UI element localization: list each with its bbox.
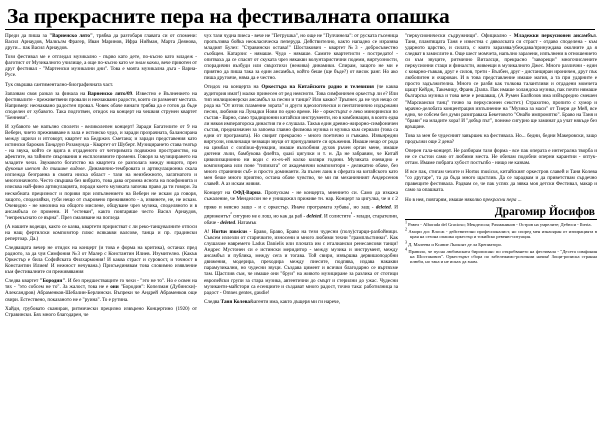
article-column-right — [405, 33, 597, 267]
article-paragraph: "перкусионически съдружници". Официално - Младежки перкусионен ансамбъл. Таня, пламтящата Таня е известна с дяволската си страст - отдаво споделена - към ударното царство, и силата, с която заразява/убеждава/принуждава околните да я следват в замислите в. Още шест момчета, напълно заразени, изпълнени в отношението си към звуците, ритмично Виталсци, прекрасно "заворещи" многочислените перкусионни стаци и финалсти, живеещи в музикалното Джес. Много различни - един с коварно-гъвкав, друг е силов, трети - Вълбен, друг - дистанциран ироничен, друг пък любопитен и очарован. И в това представление имаше магия, а та при ударните е просто задължителна. Много се разбя как толкова талантливи и отдадени момчета щащт Кейдж, Такемицу, Франк Дзапа. Пак имаше холандска музика, пак почти нямаше българска музика и това вече е решаващ. (А Румен Балйозов има изВърредно смешен "Марсиански танц" точно за перкусионен секстет.) Страхотно, пропито с хумор и мрачно-делобата концентрация изпълнение на "Музика за маси" от Тиери де Мей, все едно, че собсем без думи разиграваха Бекетовото "Онайо импромптю". Браво на Таня и "брави" на младите хора! И "добър път", понеже сигурно ще заминат да учат някъде без връщане. — [405, 33, 597, 130]
footnote-number: 4 — [405, 246, 409, 252]
footnote-ref: ³ — [350, 211, 353, 217]
footnote — [405, 239, 597, 247]
article-paragraph: Преди да пиша за "Варненско лято", трябва да разтобаря главата си от спомени: Васил Арнаудов, Малкълм Фрагер, Иван Маринов, Ифра Нийман, Марта Деянова, други... пак Васил Арнаудов. — [5, 33, 197, 52]
footnote-text: Д. Малеева и Ксавие Льоконт дe ла Брепиаторо. — [408, 241, 503, 247]
article-paragraph: Тук свършва сантиментално-биографичната част. — [5, 81, 114, 88]
footnotes-divider — [405, 219, 597, 220]
footnote-ref: ² — [230, 211, 232, 217]
footnote-text: Равел - Alborada del Gracioso; Менделсон; Рахманинов - Остров на умрелите; Дебюси - Iberia. — [408, 221, 592, 227]
article-paragraph: Следващата вечер не отидох на концерт (и това е форма на критика), останах пред радиото, за да чуя Симфония №3 от Малер с Константин Илиев. Изумително. (Какъв Оркестър е била Софийската Филхармония! И каква страст и суровост, и точност в Константин Илиев! И нежност нечувана.) Присъединявам това словимно изявление към фестивалните си преживявания — [5, 245, 197, 276]
article-columns — [5, 33, 595, 321]
page-title: За прекрасните пера на фестивалната опашка — [7, 4, 450, 28]
footnote-ref: ¹ — [348, 202, 350, 208]
article-paragraph: (А нашите водещи, както се казва, квартети приристват с ли реко-танцувалните отпоси на нащ фертилски композитор плюс всякакви валсове, танца и пр. градински репертоар. Да.) — [5, 223, 197, 242]
deleted-marker: deleted — [375, 205, 391, 212]
footnote-number: 2 — [405, 226, 409, 232]
article-paragraph: Отидох на концерта на Оркестъра на Китайското радио и телевизия (че каква аудитория имат!) малко принесен от ред неясноти. Това симфоничен оркестър ли е? Или тип милиционерски ансамбъл за песни и танци? Или какво? Тръпнех да не чуя нещо от рода на "От изток пламенне зората" и други идеологически и пентатонично издържани песни, любими на Лунадки Нови по едно време. Не - оркестърът е леко минорински по състав - Варно, само традиционни китайски инструменти, но в комбинации, в които едва ли някоя императорска династия ги е слушала. Такъв един древно-жирорно-симфоничен състав, предназначен за запоева главно филмова музика и музика към сериали (това са едни от програмата). Но свирят прекрасно - много поетично и гъвкаво. Извънредни виртуози, извличащи чезващи звуци от причудливите си оръжения. Имаше нещо от рода на цимбал с continuo-функции, имаше възхобния духов ръчен орган мене, имаше дютени лъчи, бамбукова флейта, quasi цигулки и т. н. Да не забравим, че Китай цивилизационно ни води с ех-ех-ей колко килври години. Музиката очевидно е композирана или поне "типизата" от академични композитори - деликатно обаче, без много странични съб- и просто доминанти. За пълен лаик в сферата на китайското като мен беше много приятно, остана обаче чувство, че ми пя механичният Андерсенов славей. А аз искам живия. — [204, 84, 399, 188]
article-paragraph: Хайдн, грубовато сканиран, ритмически прецизно извърено Концертино (1920) от Стравински. Бях много благодарен, че — [5, 305, 197, 318]
deleted-marker: deleted — [220, 219, 236, 226]
article-paragraph: И все пак, стигам чехите и Hortus musicus, китайският оркестров славей и Таня Колева "со другаре", та да бъда много щастлив. Да се зарадвам и да приветствам сърдечно правещите фестивала. Радвам се, че пак успях да зявка моя детски Фестивал, макар и само за опашката. — [405, 169, 597, 194]
article-paragraph: чух тази чудна пиеса - вече не "Петрушка", но още не "Пулчинела": от руската гъсеница пропълзява бойка неокласическа пеперуда. Действително, както нападно се изразява младият Булез: "Стравински остава!" Шостакович - квартет №3 - добросъвестно съобщен. Катарзис - нямаше. Чудо - нямаше. Самите квартетисти - постредато! - опитваха да се спасят от скуката чрез някакви волунтаристични подеми, виртуозности, спорадични възбуди или свърхтихи (нежива) динамики. Спирам, защото не ми е приятно да пиша така за един ансамбъл, който беше (ще бъде?) от висок ранг. Но ако пиша другояче, няма да е честно. — [204, 33, 398, 82]
article-paragraph: Оперен гала-концерт. Не разбирам тази форма - все пак операта е интегрална творба и не се състои само от любими места. Не обичам подобни оперни карантии - оптук-оттам. Имаме побрата хубост постъпбо - нищо не казвам. — [405, 148, 597, 167]
footnote — [405, 226, 597, 240]
article-paragraph: Но в нея, повтарям, имаше няколко прекрасни пера ... — [405, 196, 522, 203]
article-paragraph: Концерт на ОФД-Варна. Пропускам - не концерта, мнението си. Само да изкажа съжаление, че Менделсон не е унищожил приживе тн. нар. Концерт за цигулка, че и с 2 пряко и неясно защо - и с оркестър. Иначе програмата хубава$^{^1}$, но защ - deleted. И дирижентът$^{^2}$ сигурно не е лош, но как да раб - deleted. И солистите$^{^3}$ - млади, старателни, обаче - deleted. Натамък — [204, 190, 398, 226]
footnote-text: Амори дос Влосж - действително професионалист, но според мен изнасяран от изпирацията в края на сезона опашка оркестър и токийско ревеню-ситуация. — [408, 229, 597, 240]
column-right-body — [405, 33, 597, 203]
article-paragraph: Този фестивал ме е отгледал музикално - първо като дете, по-късно като младеж - фаготист от Музикалното училище, а още по-късно като че знам какви, вече приютен от друг фестивал - "Мартенски музикални дни". Това е моята музикална дъга - Варна-Русе. — [5, 54, 197, 79]
author-signature: Драгомир Йосифов — [494, 205, 595, 218]
footnote — [405, 219, 597, 227]
article-paragraph: Това за мен бе чудесният завършек на фестивала. Но... бедни, бедни Макеровски, защо продължи още 2 дена? — [405, 132, 597, 145]
footnotes-list — [405, 219, 597, 265]
footnote-number: 1 — [405, 219, 409, 225]
headline-divider — [5, 29, 595, 30]
article-paragraph: Следва Таня Колева&агенти има, както дъщеря ми ги нарече, — [204, 298, 341, 305]
deleted-marker: deleted — [306, 213, 322, 220]
article-paragraph: Запазвам своя разказ за финала на Варненско лято/09. Известно е Вълнението на фестивалите - преживетвени провали и неочаквани радости, които си разменят местата. Например: неочаквано радостен провал. Човек обаче винаги трябва да е готов да бъде споделен от хубавото. Така подготвен, отидох на концерт на чешкия струнен квартет "Бенневи". — [5, 90, 197, 121]
article-paragraph: И хубавото ме напълно сполети - великолепен концерт! Заради Багателите от 9 на Веберн, чието преживяване в зала е истинско чудо, и заради прозрачната, балансирана между щрихи и итговорт, квартет на Бедржих Сметана; и заради представения като истински бароков Танцгруп Розамунда - Квартет от Шуберт. Музицирането става театър - на звука, който се вдига в отдаденото от четиримата подвижно пространство, на афектите, на тайните свързвания и експлозивните промени. Говоря за музицирането на младите чехи. Звуковото богатство на квартета се разполага между нищото, през фуковия шепот до тишине видове. Динамично-тембровата и артикулационна скала изглежда безгранна в своята ниска област - тази на неизбежното, загатнатото и многозначното. Често свършва без вибрато, това дава огромна яснота на поифонията и изисква най-фино артикулацията, поради което музиката започва право да ти говори. За нескобната прецизност и пориви при изпълнението на Веберн не искам да говоря, защото, споделяйки, губи нещо от съкровено преживяното - а, извинете, не, не искам. Очевидно - не мнозина на общото мислене, общуване чрез музика, споделяното и в ансамбъла се промени. И "естеван", както повтаряше често Васил Арнаудов, "непрекъснато се върна". През смаляване на погледа — [5, 123, 197, 221]
footnote-number: 3 — [405, 239, 409, 245]
footnote-text: Правило, че пусна любимската бирописанс по откробването на фестивала - "Десета симфония на Шостакович". Оркестърът сбора по забележимо-розочнии начин! Зощи-рописка странна илюби, но така и не исках да знам. — [408, 249, 597, 265]
footnote — [405, 246, 597, 265]
article-column-left — [5, 33, 197, 321]
article-paragraph: Следва квартет "Бородин". И без предшестващите го чехи - "это не то". Но е освен на тях - "это собсем не то". За жалост, това не е они "Бородин": Копелман (Дубински)-Александров) Абраменков-Шебалин-Берлински. Въпреки че Андрей Абраменков още свири. Естествено, показаното не е "руина". То е рутина. — [5, 278, 198, 303]
article-column-middle — [204, 33, 398, 308]
article-paragraph: А! Hortus musicus - Браво, Браво, Браво на тези чудесни (полу)старци-разбойници. Съвсем излезли от старичките, износени и много любими техни "грамплъстинки". Как слушахме навремето Ladus Danielis или плочата им с италиански ренесансови танци! Андрес Мустонен си е истински меридитор - между музика и инструмент, между ансамбъл и публика, между сега и тогава. Той свири, извършва дервишоподобни движения, модерира, преходира между пиесите, подпява, издава накакви парамузикални, но чудесни звуци. Създава цимент и всички благодарно се въртяхме там. Щастлив съм, че имаше они "бруи" на живото музициране за разлика от стотици европейски групи за стара музика, автентични до смърт и стерилни до ужас. Чудесни музиканти-майстори са есенциите и създават много радост, точно така: работилница за радост - Omnes gentes, gaudie! — [204, 229, 398, 296]
